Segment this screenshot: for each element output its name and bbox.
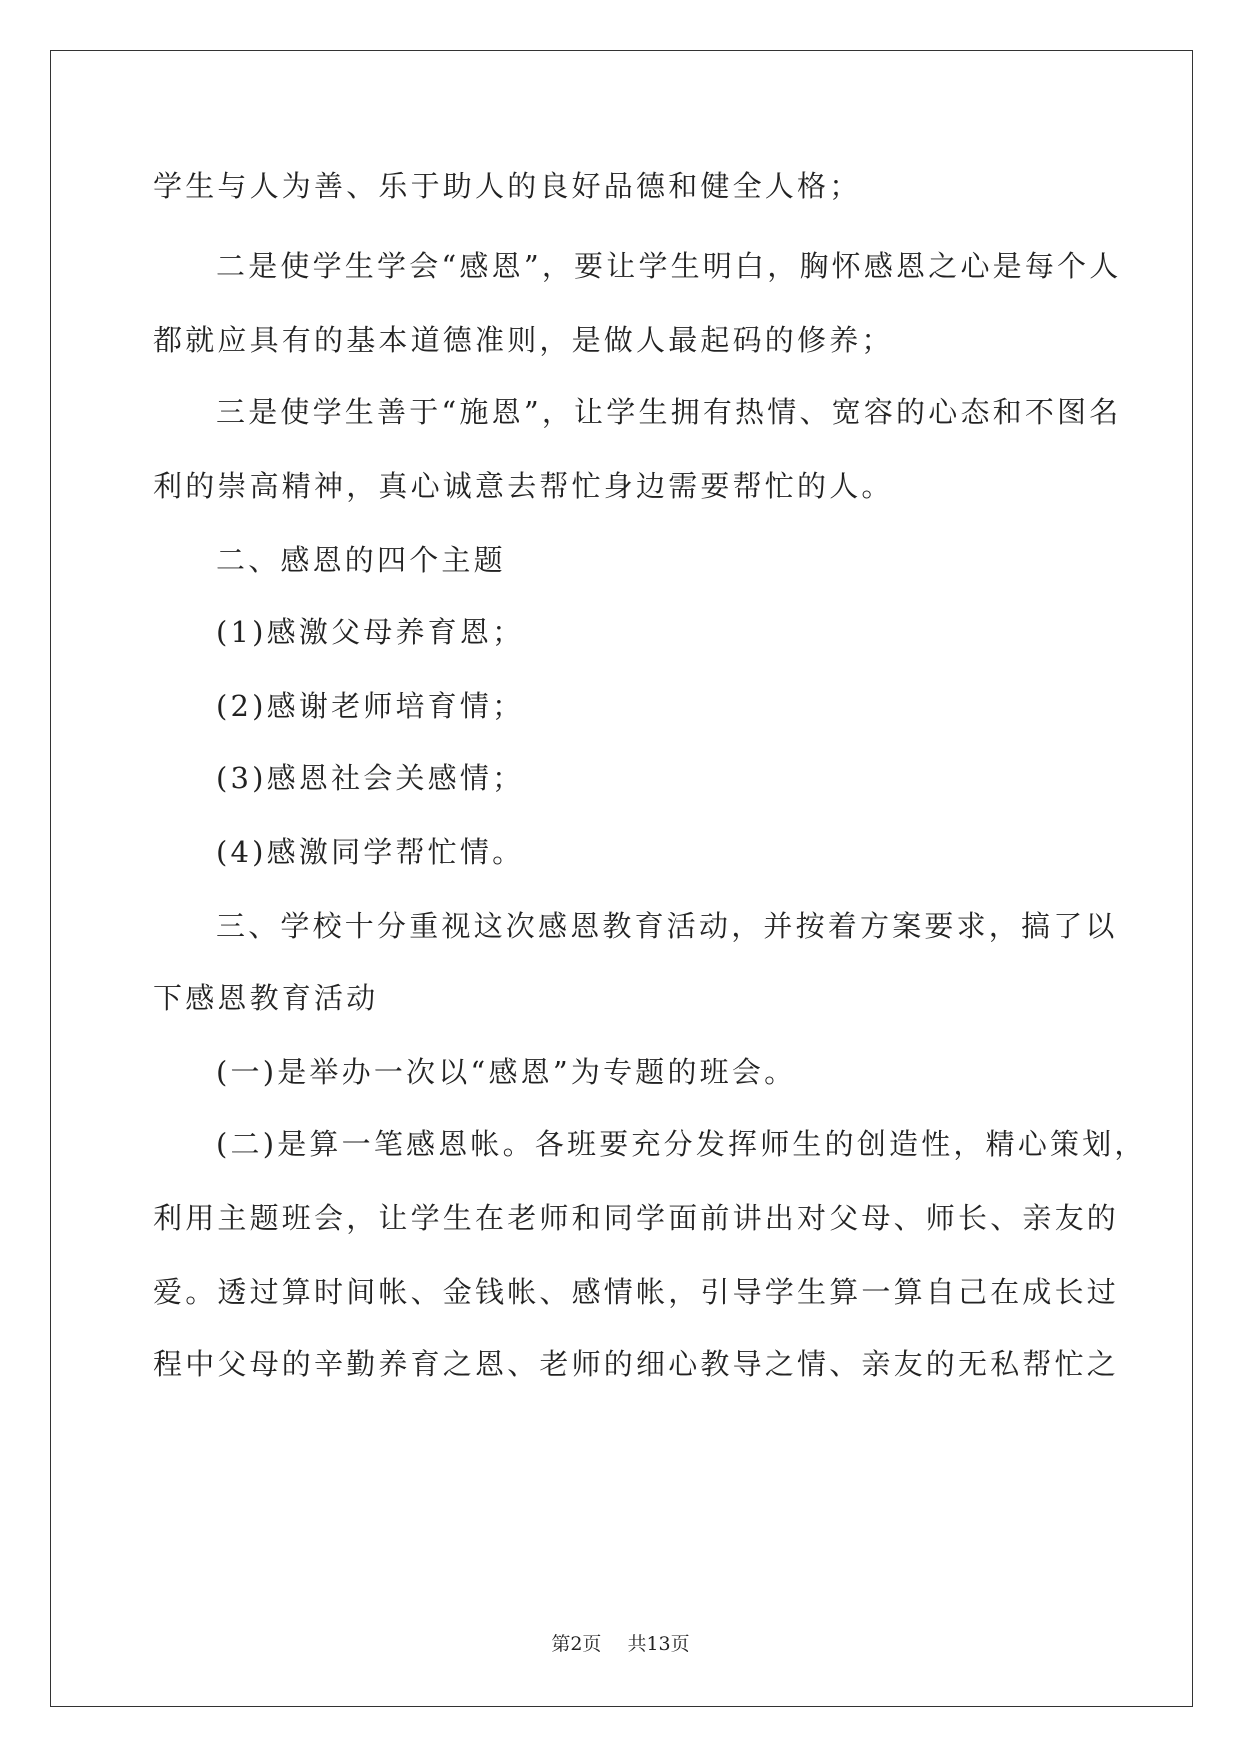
list-item: (3)感恩社会关感情； <box>216 761 525 795</box>
list-item: (1)感激父母养育恩； <box>216 615 525 649</box>
paragraph-line: 学生与人为善、乐于助人的良好品德和健全人格； <box>153 169 862 203</box>
page-number-current: 第2页 <box>551 1633 602 1655</box>
paragraph-line: 二是使学生学会“感恩”，要让学生明白，胸怀感恩之心是每个人 <box>216 249 1122 283</box>
page-footer <box>0 1632 1241 1656</box>
paragraph-line: 利的崇高精神，真心诚意去帮忙身边需要帮忙的人。 <box>153 469 894 503</box>
list-item: (二)是算一笔感恩帐。各班要充分发挥师生的创造性，精心策划， <box>216 1127 1147 1161</box>
paragraph-line: 利用主题班会，让学生在老师和同学面前讲出对父母、师长、亲友的 <box>153 1201 1120 1235</box>
paragraph-line: 下感恩教育活动 <box>153 981 379 1015</box>
paragraph-line: 程中父母的辛勤养育之恩、老师的细心教导之情、亲友的无私帮忙之 <box>153 1347 1120 1381</box>
paragraph-line: 爱。透过算时间帐、金钱帐、感情帐，引导学生算一算自己在成长过 <box>153 1275 1120 1309</box>
list-item: (一)是举办一次以“感恩”为专题的班会。 <box>216 1055 797 1089</box>
list-item: (2)感谢老师培育情； <box>216 689 525 723</box>
page-border <box>50 50 1193 1707</box>
page-number-total: 共13页 <box>627 1633 690 1655</box>
paragraph-line: 都就应具有的基本道德准则，是做人最起码的修养； <box>153 323 894 357</box>
section-heading: 三、学校十分重视这次感恩教育活动，并按着方案要求，搞了以 <box>216 909 1118 943</box>
section-heading: 二、感恩的四个主题 <box>216 543 506 577</box>
paragraph-line: 三是使学生善于“施恩”，让学生拥有热情、宽容的心态和不图名 <box>216 395 1122 429</box>
list-item: (4)感激同学帮忙情。 <box>216 835 525 869</box>
